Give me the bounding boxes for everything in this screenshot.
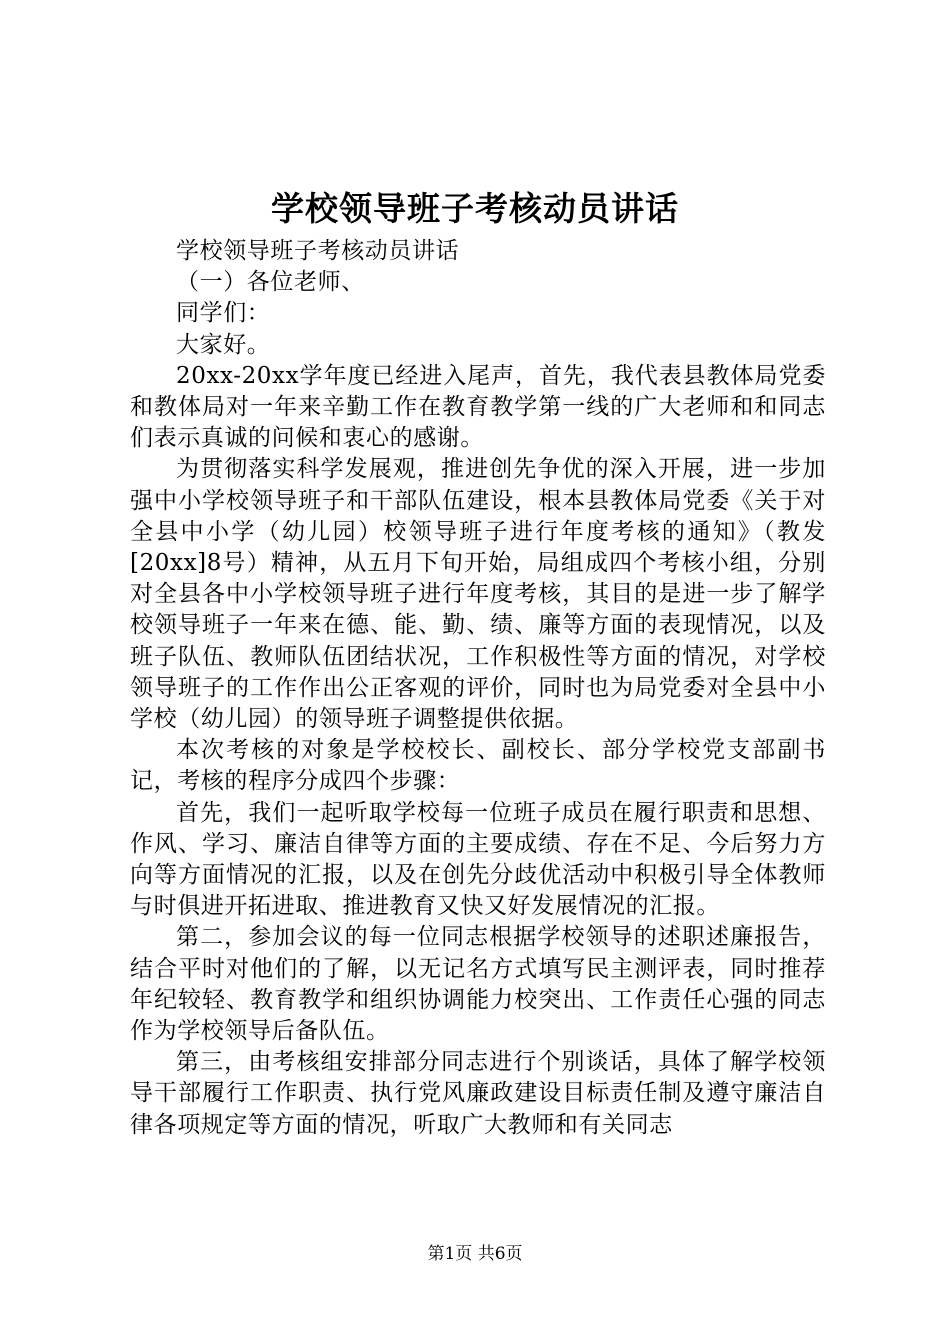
paragraph-subtitle: 学校领导班子考核动员讲话 — [176, 238, 460, 264]
document-body — [130, 236, 826, 1141]
paragraph-step-1: 首先，我们一起听取学校每一位班子成员在履行职责和思想、作风、学习、廉洁自律等方面的主要成绩、存在不足、今后努力方向等方面情况的汇报，以及在创先分歧优活动中积极引导全体教师与时俱进开拓进取、推进教育又快又好发展情况的汇报。 — [130, 799, 826, 920]
paragraph-salutation-1: （一）各位老师、 — [176, 269, 365, 296]
paragraph-scope: 本次考核的对象是学校校长、副校长、部分学校党支部副书记，考核的程序分成四个步骤： — [130, 737, 826, 795]
paragraph-step-3: 第三，由考核组安排部分同志进行个别谈话，具体了解学校领导干部履行工作职责、执行党风廉政建设目标责任制及遵守廉洁自律各项规定等方面的情况，听取广大教师和有关同志 — [130, 1049, 826, 1138]
document-title: 学校领导班子考核动员讲话 — [271, 189, 679, 228]
paragraph-purpose: 为贯彻落实科学发展观，推进创先争优的深入开展，进一步加强中小学校领导班子和干部队伍建设，根本县教体局党委《关于对全县中小学（幼儿园）校领导班子进行年度考核的通知》（教发[20xx]8号）精神，从五月下旬开始，局组成四个考核小组，分别对全县各中小学校领导班子进行年度考核，其目的是进一步了解学校领导班子一年来在德、能、勤、绩、廉等方面的表现情况，以及班子队伍、教师队伍团结状况，工作积极性等方面的情况，对学校领导班子的工作作出公正客观的评价，同时也为局党委对全县中小学校（幼儿园）的领导班子调整提供依据。 — [130, 456, 826, 733]
paragraph-greeting: 大家好。 — [176, 331, 271, 358]
paragraph-opening: 20xx-20xx学年度已经进入尾声，首先，我代表县教体局党委和教体局对一年来辛勤工作在教育教学第一线的广大老师和和同志们表示真诚的问候和衷心的感谢。 — [130, 362, 826, 452]
page-footer: 第1页 共6页 — [427, 1244, 523, 1264]
paragraph-salutation-2: 同学们： — [176, 300, 271, 327]
paragraph-step-2: 第二，参加会议的每一位同志根据学校领导的述职述廉报告，结合平时对他们的了解，以无记名方式填写民主测评表，同时推荐年纪较轻、教育教学和组织协调能力校突出、工作责任心强的同志作为学校领导后备队伍。 — [130, 924, 826, 1045]
